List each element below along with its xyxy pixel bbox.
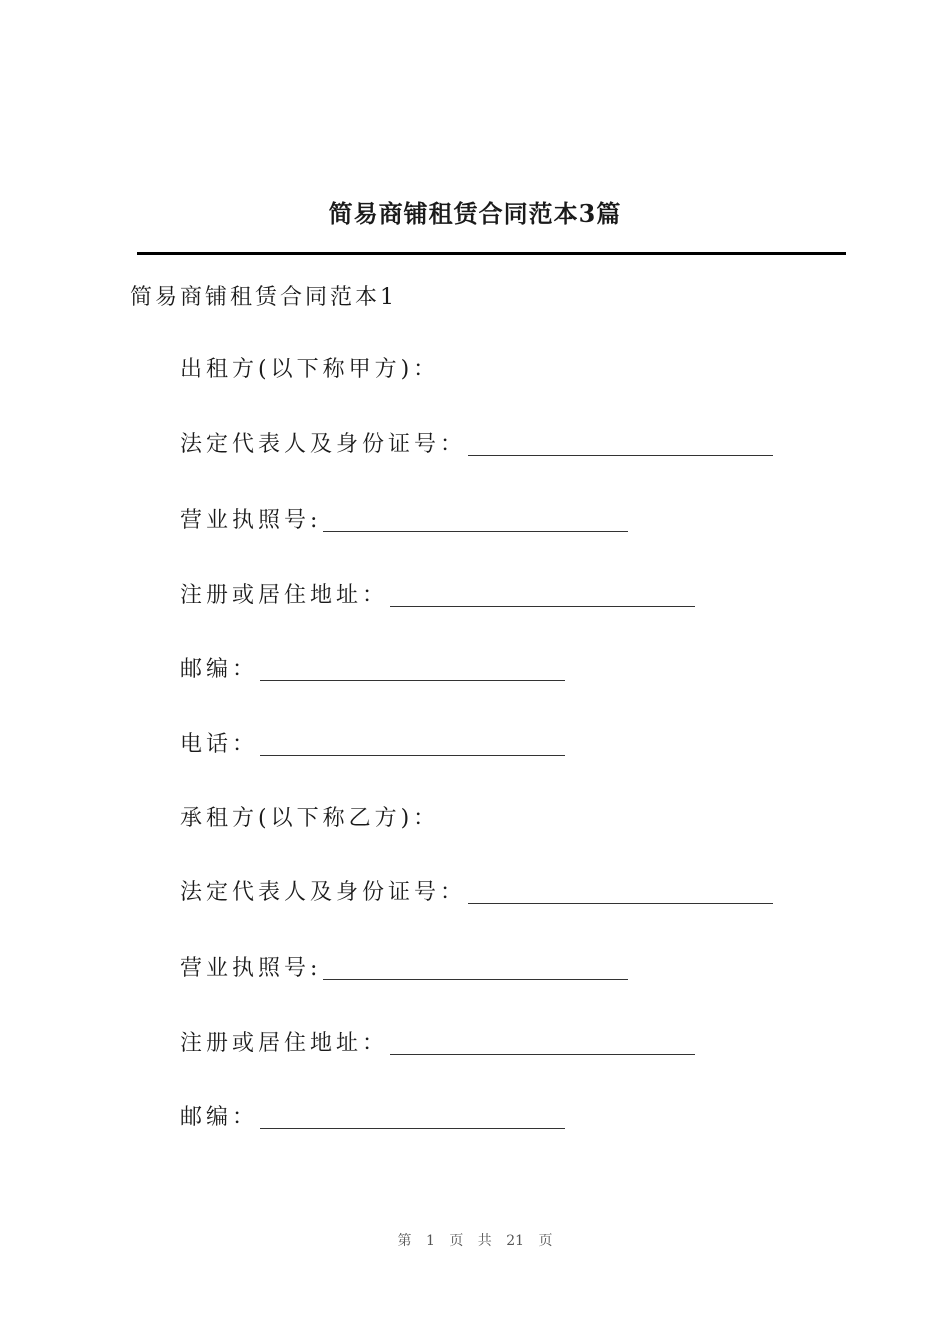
total-page-count: 21 [506, 1233, 525, 1249]
fill-in-blank [390, 584, 695, 607]
page-footer [0, 1230, 950, 1250]
fill-in-blank [260, 658, 565, 681]
title-divider [137, 252, 846, 255]
fill-in-blank [323, 957, 628, 980]
lessee-postcode-line [180, 1100, 565, 1131]
field-label: 营业执照号: [180, 956, 322, 981]
footer-gong: 共 [477, 1233, 492, 1249]
lessee-line [180, 801, 439, 832]
lessor-business-license-line [180, 503, 628, 534]
lessee-business-license-line [180, 951, 628, 982]
field-label: 出租方(以下称甲方)： [180, 357, 440, 382]
lessee-address-line [180, 1026, 695, 1057]
field-label: 邮编： [180, 657, 259, 682]
section-heading: 简易商铺租赁合同范本1 [130, 285, 397, 310]
lessor-phone-line [180, 727, 565, 758]
field-label: 法定代表人及身份证号： [180, 880, 467, 905]
document-title: 简易商铺租赁合同范本3篇 [328, 199, 622, 228]
lessor-postcode-line [180, 652, 565, 683]
field-label: 承租方(以下称乙方)： [180, 806, 440, 831]
lessor-address-line [180, 578, 695, 609]
field-label: 注册或居住地址： [180, 583, 389, 608]
field-label: 法定代表人及身份证号： [180, 432, 467, 457]
fill-in-blank [390, 1032, 695, 1055]
lessee-representative-id-line [180, 875, 773, 906]
current-page-number: 1 [425, 1233, 435, 1249]
fill-in-blank [260, 733, 565, 756]
fill-in-blank [260, 1106, 565, 1129]
field-label: 注册或居住地址： [180, 1031, 389, 1056]
fill-in-blank [323, 509, 628, 532]
footer-di: 第 [397, 1233, 412, 1249]
footer-ye-end: 页 [538, 1233, 553, 1249]
field-label: 电话： [180, 732, 259, 757]
footer-ye: 页 [449, 1233, 464, 1249]
field-label: 营业执照号: [180, 508, 322, 533]
fill-in-blank [468, 433, 773, 456]
lessor-line [180, 352, 439, 383]
lessor-representative-id-line [180, 427, 773, 458]
fill-in-blank [468, 881, 773, 904]
field-label: 邮编： [180, 1105, 259, 1130]
